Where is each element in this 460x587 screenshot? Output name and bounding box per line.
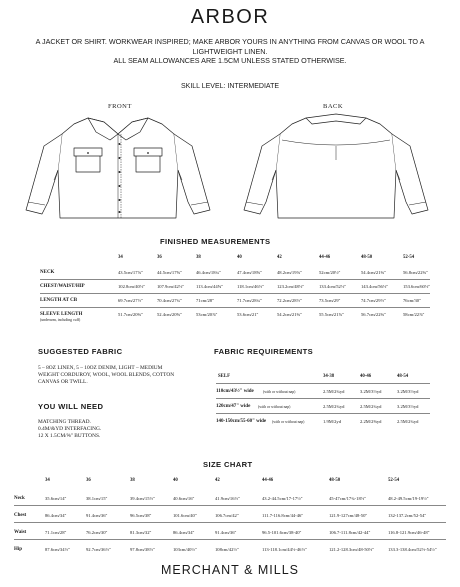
sc-cell: 39.4cm/15½" [130,496,155,501]
row-divider [14,522,446,523]
fm-size-header: 44-46 [319,255,331,260]
fabric-line: 5 – 8OZ LINEN, 5 – 10OZ DENIM, LIGHT – MEDIUM [38,365,163,371]
fm-cell: 71.7cm/28¼" [237,298,262,303]
fm-cell: 55.5cm/21⅞" [319,312,344,317]
sc-row-label: Waist [14,530,27,535]
sc-cell: 87.6cm/34½" [45,547,70,552]
sc-cell: 35.6cm/14" [45,496,67,501]
fabric-requirements-heading: FABRIC REQUIREMENTS [214,347,314,356]
sc-row-label: Neck [14,496,25,501]
fm-cell: 52cm/20½" [319,270,341,275]
suggested-fabric-heading: SUGGESTED FABRIC [38,347,123,356]
fm-size-header: 38 [196,255,201,260]
fm-cell: 69.7cm/27½" [118,298,143,303]
sc-cell: 106.7cm/42" [215,513,239,518]
fm-cell: 153.6cm/60½" [403,284,431,289]
fm-row-sublabel: (underarm, including cuff) [40,318,81,322]
fr-cell: 2.5M/2¾yd [397,419,419,424]
fm-cell: 53.6cm/21" [237,312,259,317]
notion-item: 12 X 1.5CM/⅝" BUTTONS. [38,433,101,440]
sc-cell: 91.4cm/36" [215,530,237,535]
sc-cell: 113-118.1cm/44½-46½" [262,547,307,552]
fm-cell: 56.7cm/22⅜" [361,312,386,317]
fm-cell: 74.7cm/29½" [361,298,386,303]
row-divider [14,539,446,540]
sc-cell: 96.5cm/38" [130,513,152,518]
fm-size-header: 34 [118,255,123,260]
fm-cell: 71cm/28" [196,298,214,303]
fr-cell: 2.2M/2⅜yd [360,419,382,424]
sc-cell: 108cm/42½" [215,547,239,552]
suggested-fabric-text [38,365,174,387]
row-divider [216,398,430,399]
intro-line: ALL SEAM ALLOWANCES ARE 1.5CM UNLESS STATED OTHERWISE. [113,56,347,66]
sc-size-header: 44-46 [262,478,274,483]
sc-size-header: 40 [173,478,178,483]
fm-cell: 54.4cm/21⅜" [361,270,386,275]
fm-cell: 76cm/30" [403,298,421,303]
size-chart-heading: SIZE CHART [203,460,253,469]
sc-cell: 81.3cm/32" [130,530,152,535]
fm-cell: 54.2cm/21⅜" [277,312,302,317]
fm-cell: 53cm/20⅞" [196,312,218,317]
fr-cell: 3.2M/3½yd [360,389,382,394]
brand-footer: MERCHANT & MILLS [160,563,299,577]
fm-size-header: 48-50 [361,255,373,260]
fm-row-label: CHEST/WAIST/HIP [40,284,85,289]
sc-cell: 96.5-101.6cm/38-40" [262,530,302,535]
row-divider [40,293,430,294]
fr-nap-note: (with or without nap) [272,420,305,424]
fm-row-label: NECK [40,270,55,275]
you-will-need-heading: YOU WILL NEED [38,402,104,411]
fm-cell: 118.1cm/46½" [237,284,264,289]
fm-cell: 123.2cm/48½" [277,284,305,289]
sc-size-header: 48-50 [329,478,341,483]
finished-measurements-heading: FINISHED MEASUREMENTS [160,237,271,246]
sc-cell: 86.4cm/34" [173,530,195,535]
front-view-label: FRONT [108,103,132,110]
sc-cell: 121.2-128.3cm/48-50½" [329,547,375,552]
fr-cell: 2.5M/2¾yd [360,404,382,409]
sc-cell: 38.1cm/15" [86,496,108,501]
fr-width-label: 120cm/47" wide [216,404,251,409]
fm-cell: 43.5cm/17⅛" [118,270,143,275]
fm-cell: 46.4cm/18¼" [196,270,221,275]
sc-cell: 45-47cm/17¾-18½" [329,496,367,501]
row-divider [216,413,430,414]
row-divider [40,279,430,280]
fm-cell: 73.5cm/29" [319,298,341,303]
sc-size-header: 52-54 [388,478,400,483]
fm-size-header: 42 [277,255,282,260]
fr-cell: 3.2M/3½yd [397,389,419,394]
fr-nap-note: (with or without nap) [263,390,296,394]
sc-cell: 40.6cm/16" [173,496,195,501]
fr-size-header: 48-54 [397,374,409,379]
front-jacket-drawing [18,110,218,228]
fm-cell: 47.4cm/18⅝" [237,270,262,275]
sc-cell: 71.1cm/28" [45,530,67,535]
fm-cell: 70.4cm/27¾" [157,298,182,303]
notion-item: MATCHING THREAD. [38,419,91,425]
fabric-line: WEIGHT CORDUROY, WOOL, WOOL BLENDS, COTTON [38,372,175,379]
sc-row-label: Hip [14,547,23,552]
notions-list [38,419,101,441]
intro-line: LIGHTWEIGHT LINEN. [192,46,268,56]
fm-size-header: 40 [237,255,242,260]
fr-cell: 2.5M/2¾yd [323,389,345,394]
sc-cell: 92.7cm/36½" [86,547,111,552]
sc-cell: 86.4cm/34" [45,513,67,518]
pattern-description [20,37,440,66]
row-divider [40,307,430,308]
back-view-label: BACK [323,103,344,110]
fm-cell: 56.8cm/22⅜" [403,270,428,275]
sc-size-header: 36 [86,478,91,483]
sc-cell: 132-137.2cm/52-54" [388,513,427,518]
fr-cell: 1.9M/2yd [323,419,341,424]
fm-cell: 143.4cm/56½" [361,284,389,289]
intro-line: A JACKET OR SHIRT. WORKWEAR INSPIRED; MAKE ARBOR YOURS IN ANYTHING FROM CANVAS OR WOOL TO A [35,37,425,46]
sc-cell: 97.8cm/38½" [130,547,155,552]
sc-size-header: 38 [130,478,135,483]
fm-size-header: 36 [157,255,162,260]
fm-cell: 48.2cm/19⅛" [277,270,302,275]
sc-cell: 91.4cm/36" [86,513,108,518]
pattern-title: ARBOR [190,6,270,28]
fr-cell: 2.5M/2¾yd [323,404,345,409]
fm-row-label: LENGTH AT CB [40,298,78,303]
fabric-line: CANVAS OR TWILL. [38,379,88,386]
sc-cell: 103cm/40½" [173,547,197,552]
row-divider [14,505,446,506]
sc-cell: 121.9-127cm/48-50" [329,513,368,518]
row-divider [216,383,430,384]
notion-item: 0.4M/&YD INTERFACING. [38,426,102,433]
fm-cell: 51.7cm/20⅜" [118,312,143,317]
fr-corner-label: SELF [218,374,230,379]
fm-cell: 113.4cm/44⅝" [196,284,223,289]
skill-level: SKILL LEVEL: INTERMEDIATE [180,83,280,90]
sc-cell: 116.8-121.9cm/46-48" [388,530,430,535]
fm-cell: 72.2cm/28½" [277,298,302,303]
sc-cell: 76.2cm/30" [86,530,108,535]
fm-size-header: 52-54 [403,255,415,260]
fm-cell: 107.9cm/42½" [157,284,185,289]
sc-cell: 43.2-44.5cm/17-17½" [262,496,303,501]
sc-size-header: 34 [45,478,50,483]
fr-width-label: 140-150cm/55-60" wide [216,419,267,424]
sc-cell: 106.7-111.8cm/42-44" [329,530,371,535]
fm-row-label: SLEEVE LENGTH [40,312,83,317]
fr-width-label: 110cm/43½" wide [216,389,254,394]
fm-cell: 133.4cm/52½" [319,284,347,289]
sc-cell: 48.2-49.5cm/19-19½" [388,496,429,501]
fm-cell: 58cm/22⅞" [403,312,425,317]
sc-row-label: Chest [14,513,27,518]
fm-cell: 44.5cm/17⅝" [157,270,182,275]
fr-size-header: 40-46 [360,374,372,379]
fm-cell: 52.4cm/20⅝" [157,312,182,317]
sc-cell: 101.6cm/40" [173,513,197,518]
sc-cell: 133.3-138.4cm/52½-54½" [388,547,437,552]
fr-size-header: 34-38 [323,374,335,379]
fm-cell: 102.8cm/40½" [118,284,146,289]
fr-nap-note: (with or without nap) [258,405,291,409]
sc-size-header: 42 [215,478,220,483]
back-jacket-drawing [236,110,436,228]
sc-cell: 41.9cm/16½" [215,496,240,501]
sc-cell: 111.7-116.8cm/44-46" [262,513,304,518]
fr-cell: 3.2M/3½yd [397,404,419,409]
